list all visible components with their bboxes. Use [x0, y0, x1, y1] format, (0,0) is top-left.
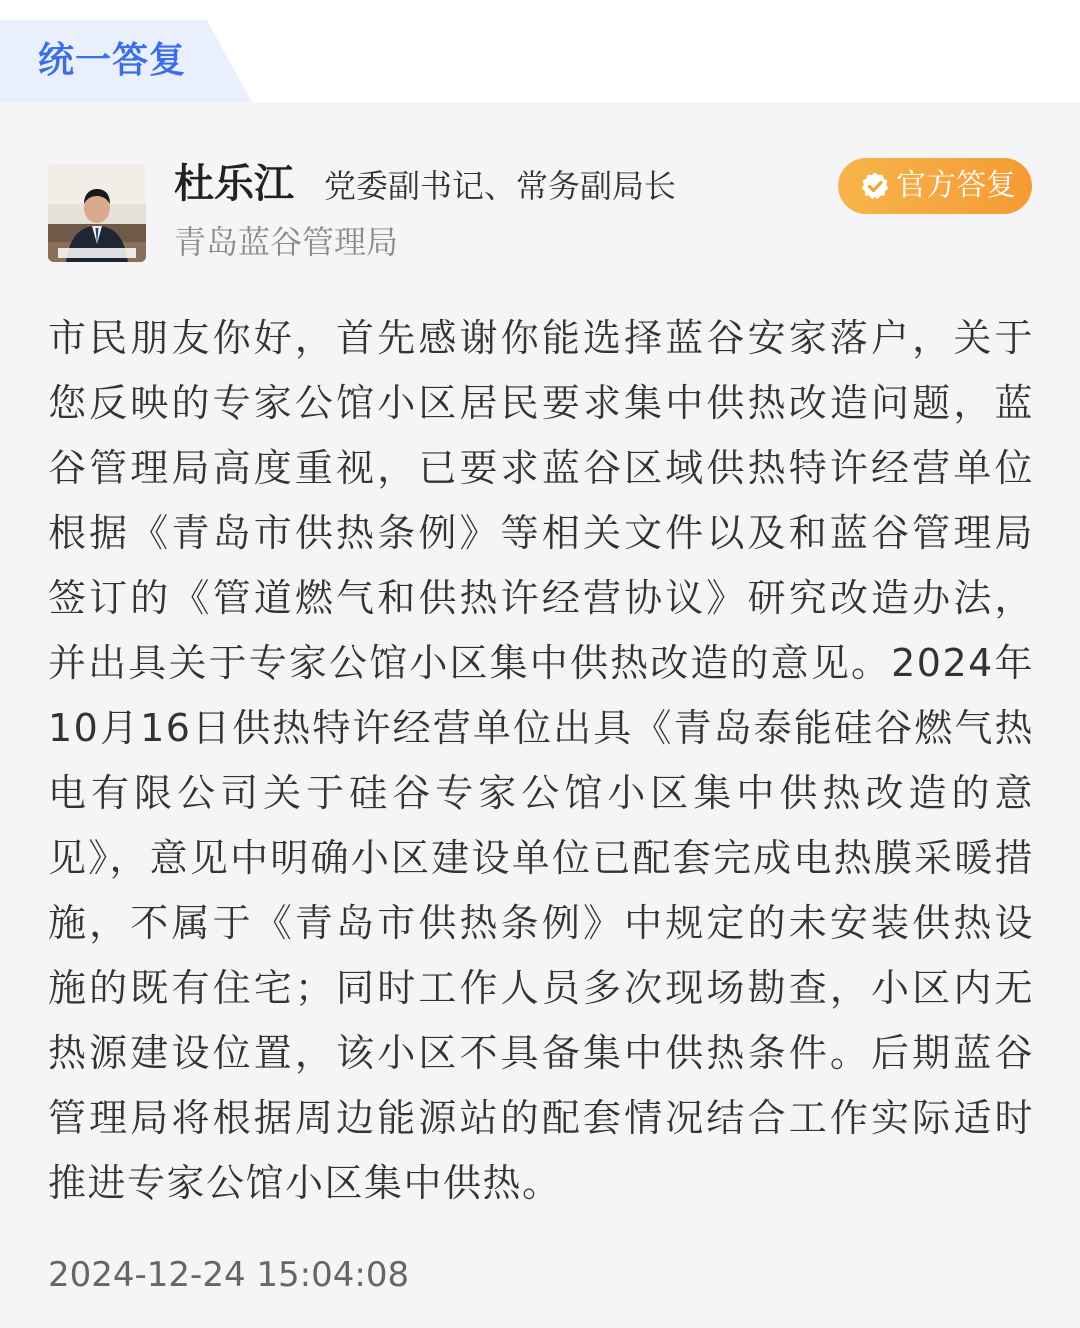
person-portrait-icon — [48, 164, 146, 262]
check-badge-icon — [860, 171, 890, 201]
tab-unified-reply-label[interactable]: 统一答复 — [38, 40, 187, 81]
official-reply-label: 官方答复 — [896, 168, 1016, 203]
reply-text: 市民朋友你好，首先感谢你能选择蓝谷安家落户，关于您反映的专家公馆小区居民要求集中供热改造问题，蓝谷管理局高度重视，已要求蓝谷区域供热特许经营单位根据《青岛市供热条例》等相关文件以及和蓝谷管理局签订的《管道燃气和供热许经营协议》研究改造办法，并出具关于专家公馆小区集中供热改造的意见。2024年10月16日供热特许经营单位出具《青岛泰能硅谷燃气热电有限公司关于硅谷专家公馆小区集中供热改造的意见》，意见中明确小区建设单位已配套完成电热膜采暖措施，不属于《青岛市供热条例》中规定的未安装供热设施的既有住宅；同时工作人员多次现场勘查，小区内无热源建设位置，该小区不具备集中供热条件。后期蓝谷管理局将根据周边能源站的配套情况结合工作实际适时推进专家公馆小区集中供热。 — [48, 316, 1034, 1205]
responder-organization: 青岛蓝谷管理局 — [174, 223, 399, 261]
reply-card — [0, 102, 1080, 1328]
responder-name: 杜乐江 — [174, 161, 294, 207]
avatar — [48, 164, 146, 262]
responder-title: 党委副书记、常务副局长 — [324, 167, 677, 205]
tab-bar — [0, 0, 1080, 102]
official-reply-badge — [838, 158, 1032, 214]
reply-timestamp: 2024-12-24 15:04:08 — [48, 1255, 410, 1295]
